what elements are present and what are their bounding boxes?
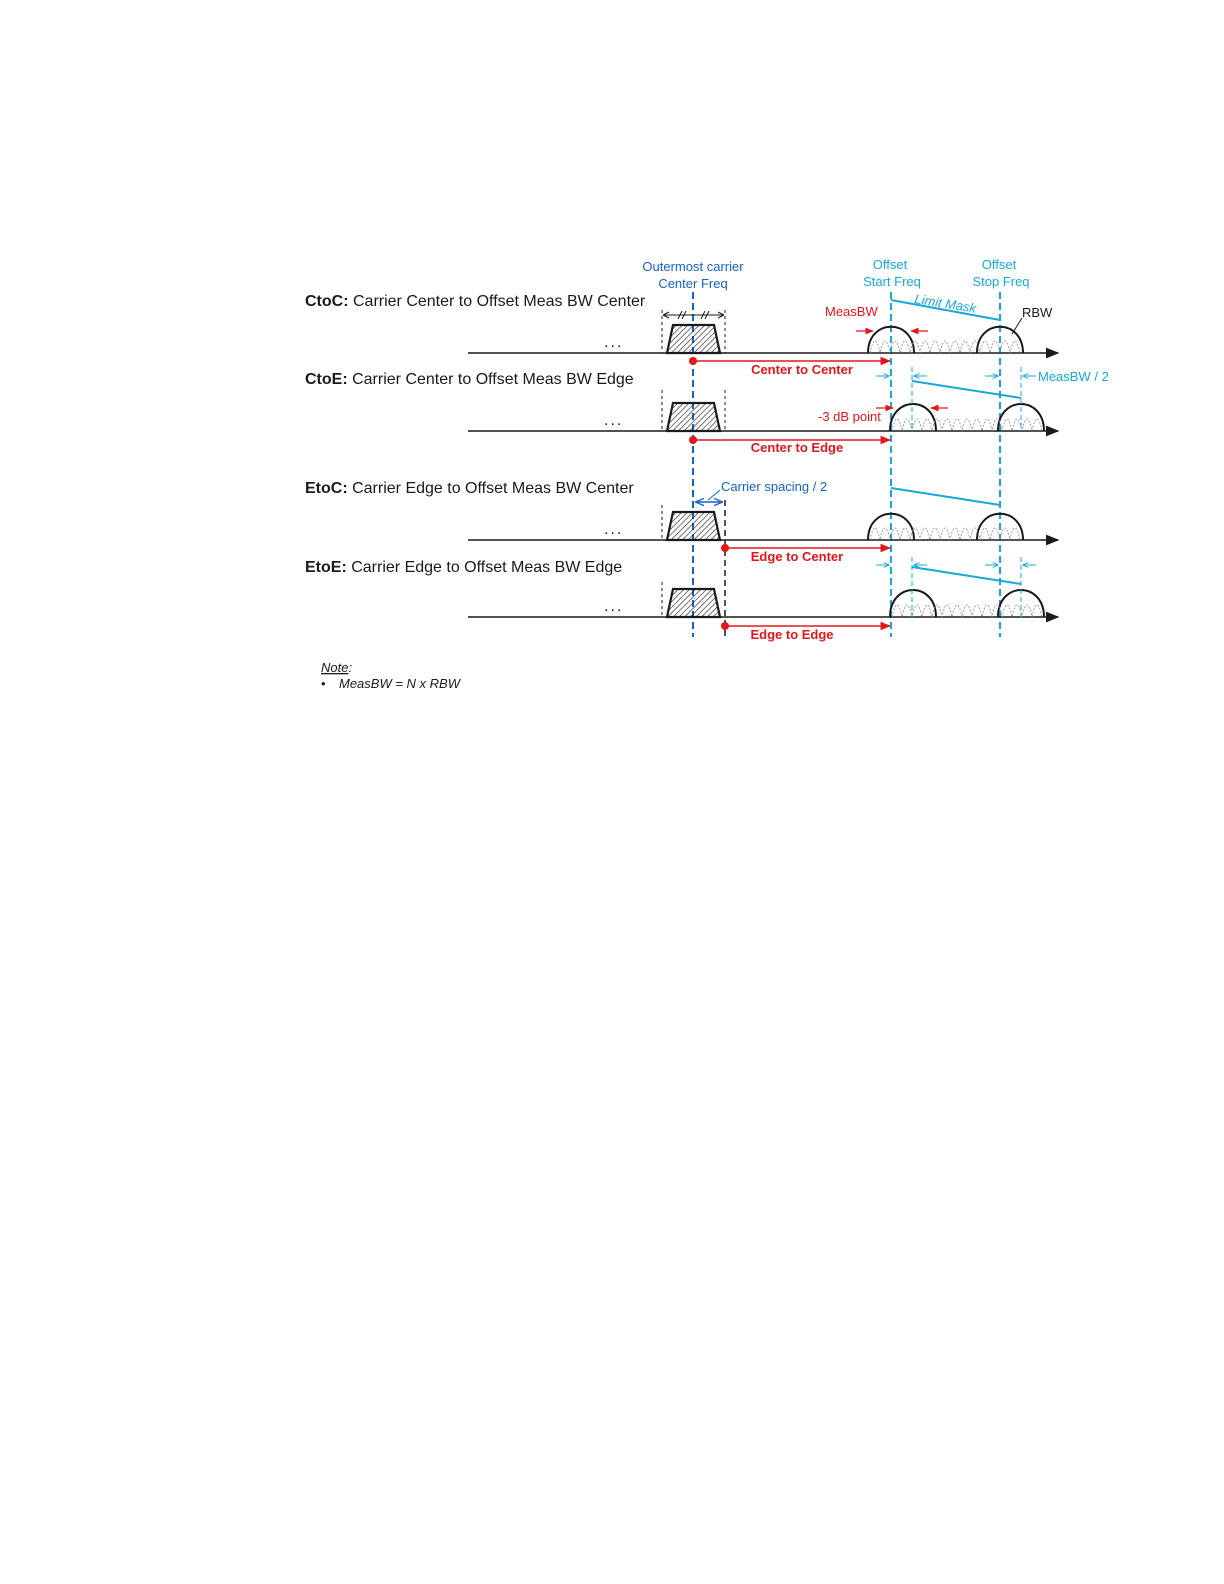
row-ctoe-label: CtoE: Carrier Center to Offset Meas BW Edge bbox=[305, 371, 634, 388]
offset-stop-label: Offset bbox=[981, 257, 1017, 272]
carrier-shape bbox=[667, 325, 720, 353]
carrier-shape bbox=[667, 403, 720, 431]
meas-bw-label: MeasBW bbox=[825, 304, 878, 319]
edge-to-edge-label: Edge to Edge bbox=[750, 627, 834, 642]
offset-start-label: Offset bbox=[872, 257, 908, 272]
three-db-label: -3 dB point bbox=[818, 409, 881, 424]
note-bullet: • bbox=[321, 676, 326, 691]
rbw-scallops bbox=[870, 341, 1020, 353]
rbw-scallops bbox=[870, 528, 1020, 540]
carrier-shape bbox=[667, 589, 720, 617]
note-title: Note: bbox=[321, 660, 353, 675]
carrier-spacing-label: Carrier spacing / 2 bbox=[721, 479, 828, 494]
rbw-scallops bbox=[892, 605, 1042, 617]
stop-freq-label: Stop Freq bbox=[972, 274, 1030, 289]
limit-mask-line bbox=[912, 567, 1021, 584]
rbw-label: RBW bbox=[1022, 305, 1053, 320]
center-to-edge-label: Center to Edge bbox=[750, 440, 844, 455]
meas-bw-half-label: MeasBW / 2 bbox=[1038, 369, 1109, 384]
row-ctoc-label: CtoC: Carrier Center to Offset Meas BW Center bbox=[305, 293, 646, 310]
limit-mask-label: Limit Mask bbox=[913, 291, 978, 316]
row-etoe-label: EtoE: Carrier Edge to Offset Meas BW Edge bbox=[305, 559, 623, 576]
rbw-pointer bbox=[1012, 318, 1022, 334]
limit-mask-line bbox=[891, 488, 1000, 505]
center-to-center-label: Center to Center bbox=[751, 362, 853, 377]
edge-to-center-label: Edge to Center bbox=[750, 549, 844, 564]
ellipsis: ... bbox=[604, 334, 624, 351]
ellipsis: ... bbox=[604, 412, 624, 429]
note-text: MeasBW = N x RBW bbox=[339, 676, 460, 691]
carrier-shape bbox=[667, 512, 720, 540]
carrier-spacing-pointer bbox=[708, 490, 720, 500]
row-etoc-label: EtoC: Carrier Edge to Offset Meas BW Center bbox=[305, 480, 634, 497]
ellipsis: ... bbox=[604, 521, 624, 538]
start-freq-label: Start Freq bbox=[863, 274, 921, 289]
limit-mask-line bbox=[912, 381, 1021, 398]
ellipsis: ... bbox=[604, 598, 624, 615]
center-freq-label: Center Freq bbox=[658, 276, 728, 291]
rbw-scallops bbox=[892, 419, 1042, 431]
outermost-carrier-label: Outermost carrier bbox=[642, 259, 744, 274]
